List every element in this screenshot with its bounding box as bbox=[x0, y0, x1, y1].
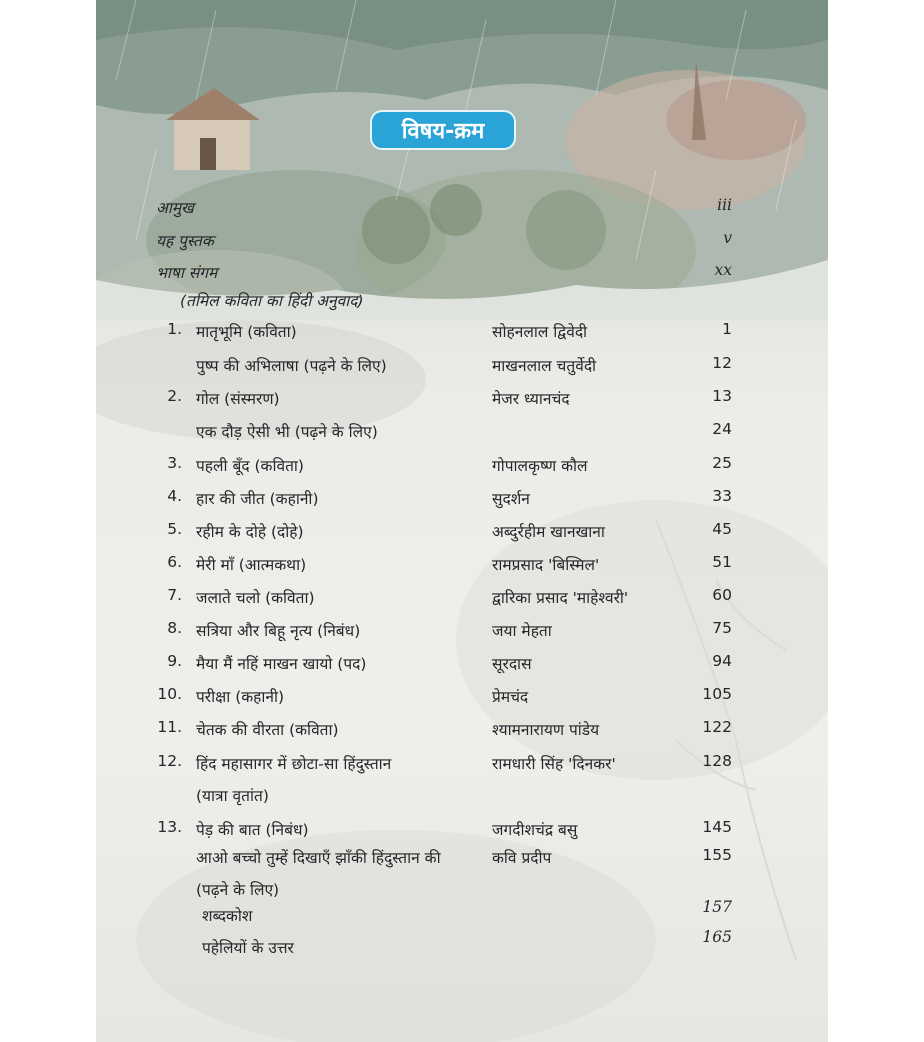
page-number: 25 bbox=[712, 454, 732, 472]
page-number: 51 bbox=[712, 553, 732, 571]
entry-title: शब्दकोश bbox=[202, 907, 253, 925]
page-number: 1 bbox=[722, 320, 732, 338]
lesson-title: पुष्प की अभिलाषा (पढ़ने के लिए) bbox=[196, 357, 387, 375]
lesson-author: गोपालकृष्ण कौल bbox=[492, 457, 588, 475]
page-number: iii bbox=[717, 196, 732, 214]
lesson-author: सूरदास bbox=[492, 655, 532, 673]
lesson-title: परीक्षा (कहानी) bbox=[196, 688, 285, 706]
lesson-author: रामधारी सिंह 'दिनकर' bbox=[492, 755, 616, 773]
lesson-title: रहीम के दोहे (दोहे) bbox=[196, 523, 304, 541]
lesson-author: जगदीशचंद्र बसु bbox=[492, 821, 578, 839]
page-number: 122 bbox=[702, 718, 732, 736]
lesson-title: पेड़ की बात (निबंध) bbox=[196, 821, 309, 839]
lesson-title: सत्रिया और बिहू नृत्य (निबंध) bbox=[196, 622, 361, 640]
lesson-number: 4. bbox=[167, 487, 182, 505]
lesson-number: 10. bbox=[157, 685, 182, 703]
page-number: 128 bbox=[702, 752, 732, 770]
toc-row bbox=[96, 320, 828, 346]
lesson-title: आओ बच्चो तुम्हें दिखाएँ झाँकी हिंदुस्तान की bbox=[196, 849, 441, 867]
lesson-author: अब्दुर्रहीम खानखाना bbox=[492, 523, 605, 541]
toc-row bbox=[96, 718, 828, 744]
lesson-title: चेतक की वीरता (कविता) bbox=[196, 721, 339, 739]
lesson-title: गोल (संस्मरण) bbox=[196, 390, 280, 408]
lesson-title: जलाते चलो (कविता) bbox=[196, 589, 315, 607]
lesson-number: 12. bbox=[157, 752, 182, 770]
toc-row bbox=[96, 520, 828, 546]
toc-row bbox=[96, 784, 828, 810]
toc-row bbox=[96, 685, 828, 711]
lesson-author: मेजर ध्यानचंद bbox=[492, 390, 570, 408]
lesson-title: एक दौड़ ऐसी भी (पढ़ने के लिए) bbox=[196, 423, 378, 441]
toc-row bbox=[96, 487, 828, 513]
lesson-title: (यात्रा वृतांत) bbox=[196, 787, 269, 805]
lesson-title: मातृभूमि (कविता) bbox=[196, 323, 297, 341]
entry-title: आमुख bbox=[156, 199, 194, 217]
toc-row bbox=[96, 387, 828, 413]
lesson-number: 5. bbox=[167, 520, 182, 538]
lesson-author: द्वारिका प्रसाद 'माहेश्वरी' bbox=[492, 589, 629, 607]
page-number: 157 bbox=[702, 898, 732, 916]
page-number: 60 bbox=[712, 586, 732, 604]
toc-row bbox=[96, 420, 828, 446]
toc-row bbox=[96, 846, 828, 872]
toc-row bbox=[96, 652, 828, 678]
page-number: 45 bbox=[712, 520, 732, 538]
page-number: xx bbox=[714, 261, 732, 279]
page-number: 94 bbox=[712, 652, 732, 670]
toc-row bbox=[96, 752, 828, 778]
page-number: 24 bbox=[712, 420, 732, 438]
book-page bbox=[96, 0, 828, 1042]
page-number: 33 bbox=[712, 487, 732, 505]
toc-row bbox=[96, 898, 828, 930]
toc-row bbox=[96, 261, 828, 287]
lesson-author: कवि प्रदीप bbox=[492, 849, 552, 867]
page-number: 105 bbox=[702, 685, 732, 703]
toc-row bbox=[96, 229, 828, 255]
lesson-title: हार की जीत (कहानी) bbox=[196, 490, 319, 508]
page-number: 13 bbox=[712, 387, 732, 405]
page-number: 155 bbox=[702, 846, 732, 864]
lesson-number: 2. bbox=[167, 387, 182, 405]
lesson-number: 8. bbox=[167, 619, 182, 637]
lesson-number: 13. bbox=[157, 818, 182, 836]
toc-row bbox=[96, 553, 828, 579]
entry-title: पहेलियों के उत्तर bbox=[202, 939, 294, 957]
page-number: 165 bbox=[702, 928, 732, 946]
lesson-title: मेरी माँ (आत्मकथा) bbox=[196, 556, 307, 574]
lesson-title: हिंद महासागर में छोटा-सा हिंदुस्तान bbox=[196, 755, 392, 773]
lesson-author: सुदर्शन bbox=[492, 490, 530, 508]
page-title: विषय-क्रम bbox=[370, 110, 516, 150]
page-number: v bbox=[723, 229, 732, 247]
entry-title: (तमिल कविता का हिंदी अनुवाद) bbox=[180, 292, 364, 310]
lesson-author: सोहनलाल द्विवेदी bbox=[492, 323, 588, 341]
toc-row bbox=[96, 354, 828, 380]
toc-row bbox=[96, 619, 828, 645]
toc-row bbox=[96, 196, 828, 222]
entry-title: यह पुस्तक bbox=[156, 232, 214, 250]
lesson-author: रामप्रसाद 'बिस्मिल' bbox=[492, 556, 600, 574]
lesson-title: मैया मैं नहिं माखन खायो (पद) bbox=[196, 655, 367, 673]
lesson-number: 6. bbox=[167, 553, 182, 571]
toc-row bbox=[96, 928, 828, 962]
lesson-number: 1. bbox=[167, 320, 182, 338]
toc-row bbox=[96, 818, 828, 844]
lesson-author: जया मेहता bbox=[492, 622, 552, 640]
lesson-number: 9. bbox=[167, 652, 182, 670]
toc-row bbox=[96, 454, 828, 480]
page-number: 75 bbox=[712, 619, 732, 637]
toc-row bbox=[96, 586, 828, 612]
entry-title: भाषा संगम bbox=[156, 264, 218, 282]
toc-row bbox=[96, 289, 828, 315]
lesson-author: श्यामनारायण पांडेय bbox=[492, 721, 600, 739]
page-number: 145 bbox=[702, 818, 732, 836]
lesson-author: माखनलाल चतुर्वेदी bbox=[492, 357, 597, 375]
lesson-number: 3. bbox=[167, 454, 182, 472]
page-number: 12 bbox=[712, 354, 732, 372]
lesson-number: 7. bbox=[167, 586, 182, 604]
lesson-title: (पढ़ने के लिए) bbox=[196, 881, 280, 899]
lesson-title: पहली बूँद (कविता) bbox=[196, 457, 304, 475]
lesson-number: 11. bbox=[157, 718, 182, 736]
lesson-author: प्रेमचंद bbox=[492, 688, 529, 706]
